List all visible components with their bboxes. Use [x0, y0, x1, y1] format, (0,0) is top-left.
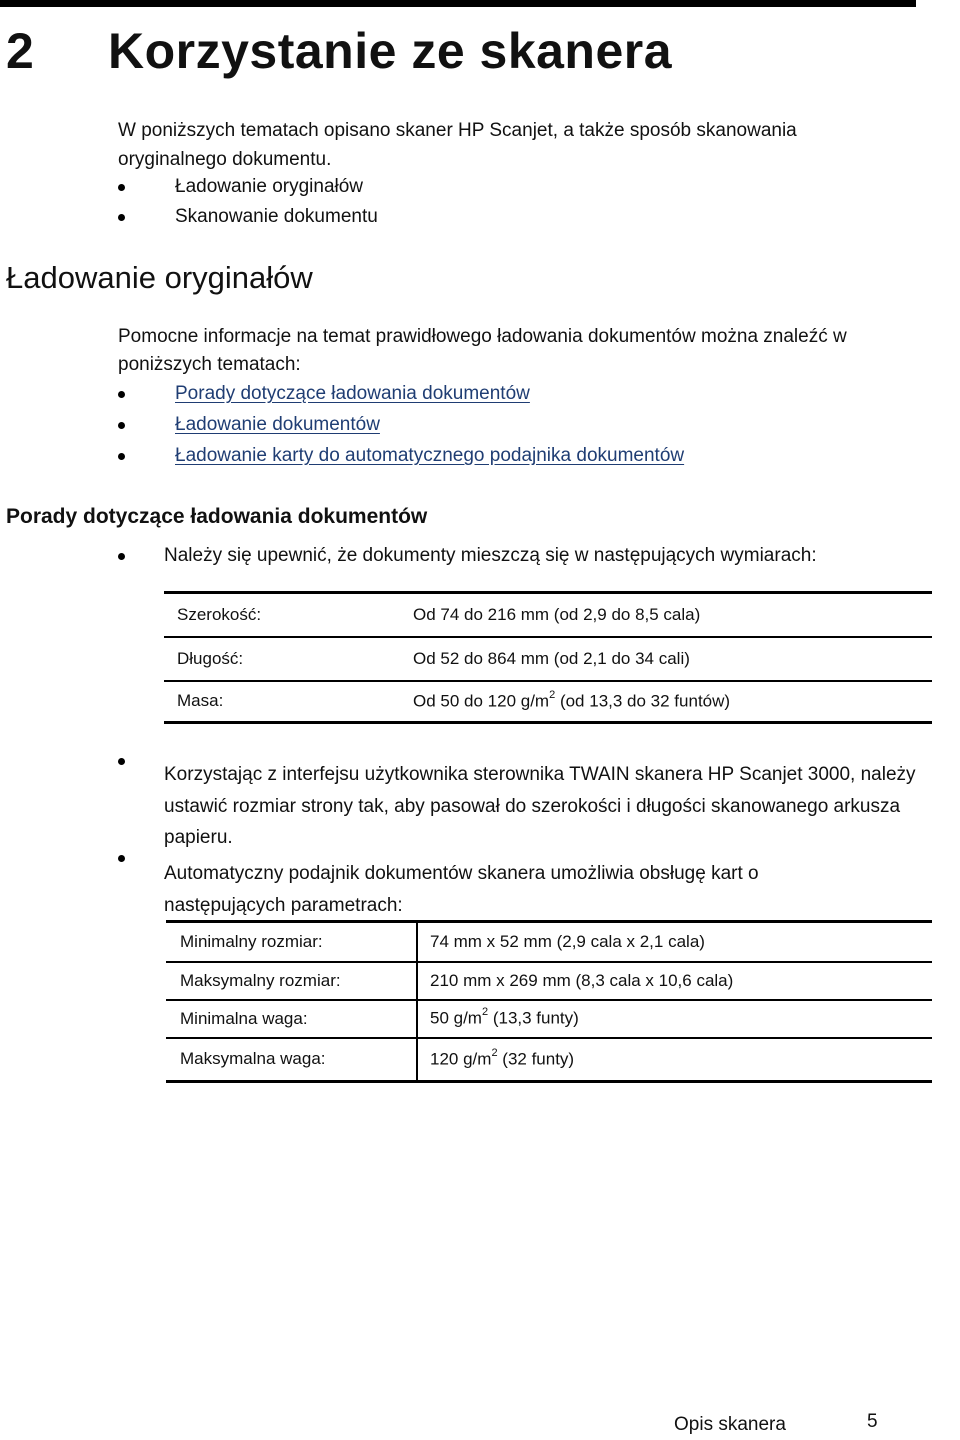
intro-text: W poniższych tematach opisano skaner HP Scanjet, a także sposób skanowania oryginalnego dokumentu.	[118, 120, 797, 170]
subsection-title: Porady dotyczące ładowania dokumentów	[6, 505, 428, 528]
card-label: Maksymalna waga:	[166, 1038, 417, 1082]
bullet-icon	[118, 214, 125, 221]
table-row	[166, 1038, 932, 1082]
bullet-icon	[118, 391, 125, 398]
intro-bullet-2: Skanowanie dokumentu	[175, 206, 378, 227]
max-weight-value: 120 g/m	[430, 1049, 492, 1069]
card-value: 74 mm x 52 mm (2,9 cala x 2,1 cala)	[430, 931, 705, 951]
bullet-icon	[118, 855, 125, 862]
top-rule	[0, 0, 916, 7]
mass-value: Od 50 do 120 g/m	[413, 691, 550, 711]
card-label: Maksymalny rozmiar:	[166, 962, 417, 1000]
dimensions-table	[164, 591, 932, 724]
table-row	[166, 1000, 932, 1038]
intro-bullet-1: Ładowanie oryginałów	[175, 176, 364, 197]
table-row	[164, 681, 932, 723]
section-title: Ładowanie oryginałów	[6, 260, 313, 295]
superscript: 2	[481, 1006, 489, 1019]
twain-bullet: Korzystając z interfejsu użytkownika sterownika TWAIN skanera HP Scanjet 3000, należy ustawić rozmiar strony tak, aby pasował do szerokości i długości skanowanego arkusza papieru.	[164, 764, 916, 848]
page-number: 5	[867, 1411, 878, 1432]
table-row	[166, 922, 932, 962]
dimension-label: Długość:	[177, 648, 244, 668]
max-weight-suffix: (32 funty)	[497, 1049, 575, 1069]
chapter-title-text: Korzystanie ze skanera	[108, 23, 673, 79]
dimension-value: Od 74 do 216 mm (od 2,9 do 8,5 cala)	[413, 604, 701, 624]
bullet-icon	[118, 184, 125, 191]
card-table	[166, 920, 932, 1083]
mass-value-suffix: (od 13,3 do 32 funtów)	[555, 691, 731, 711]
table-row	[164, 637, 932, 681]
section-text: Pomocne informacje na temat prawidłowego ładowania dokumentów można znaleźć w poniższych tematach:	[118, 326, 847, 375]
adf-bullet: Automatyczny podajnik dokumentów skanera umożliwia obsługę kart o następujących parametrach:	[164, 863, 759, 916]
dimension-label: Masa:	[177, 691, 224, 711]
min-weight-value: 50 g/m	[430, 1008, 482, 1028]
dimension-value	[413, 681, 932, 723]
chapter-title	[6, 22, 672, 80]
dimension-value: Od 52 do 864 mm (od 2,1 do 34 cali)	[413, 648, 690, 668]
chapter-number: 2	[6, 23, 35, 79]
link-ladowanie-karty[interactable]: Ładowanie karty do automatycznego podajnika dokumentów	[175, 445, 685, 466]
card-value	[417, 1038, 932, 1082]
card-value	[417, 1000, 932, 1038]
table-row	[164, 593, 932, 637]
card-label: Minimalny rozmiar:	[166, 922, 417, 962]
card-value: 210 mm x 269 mm (8,3 cala x 10,6 cala)	[430, 970, 734, 990]
card-label: Minimalna waga:	[166, 1000, 417, 1038]
link-ladowanie-dokumentow[interactable]: Ładowanie dokumentów	[175, 414, 380, 435]
dimension-label: Szerokość:	[177, 604, 262, 624]
footer-section-name: Opis skanera	[674, 1414, 786, 1435]
bullet-icon	[118, 453, 125, 460]
bullet-icon	[118, 422, 125, 429]
superscript: 2	[549, 688, 556, 701]
table-row	[166, 962, 932, 1000]
bullet-icon	[118, 758, 125, 765]
dimensions-bullet: Należy się upewnić, że dokumenty mieszczą się w następujących wymiarach:	[164, 545, 817, 566]
bullet-icon	[118, 553, 125, 560]
link-porady[interactable]: Porady dotyczące ładowania dokumentów	[175, 383, 530, 404]
min-weight-suffix: (13,3 funty)	[488, 1008, 579, 1028]
superscript: 2	[491, 1046, 498, 1059]
